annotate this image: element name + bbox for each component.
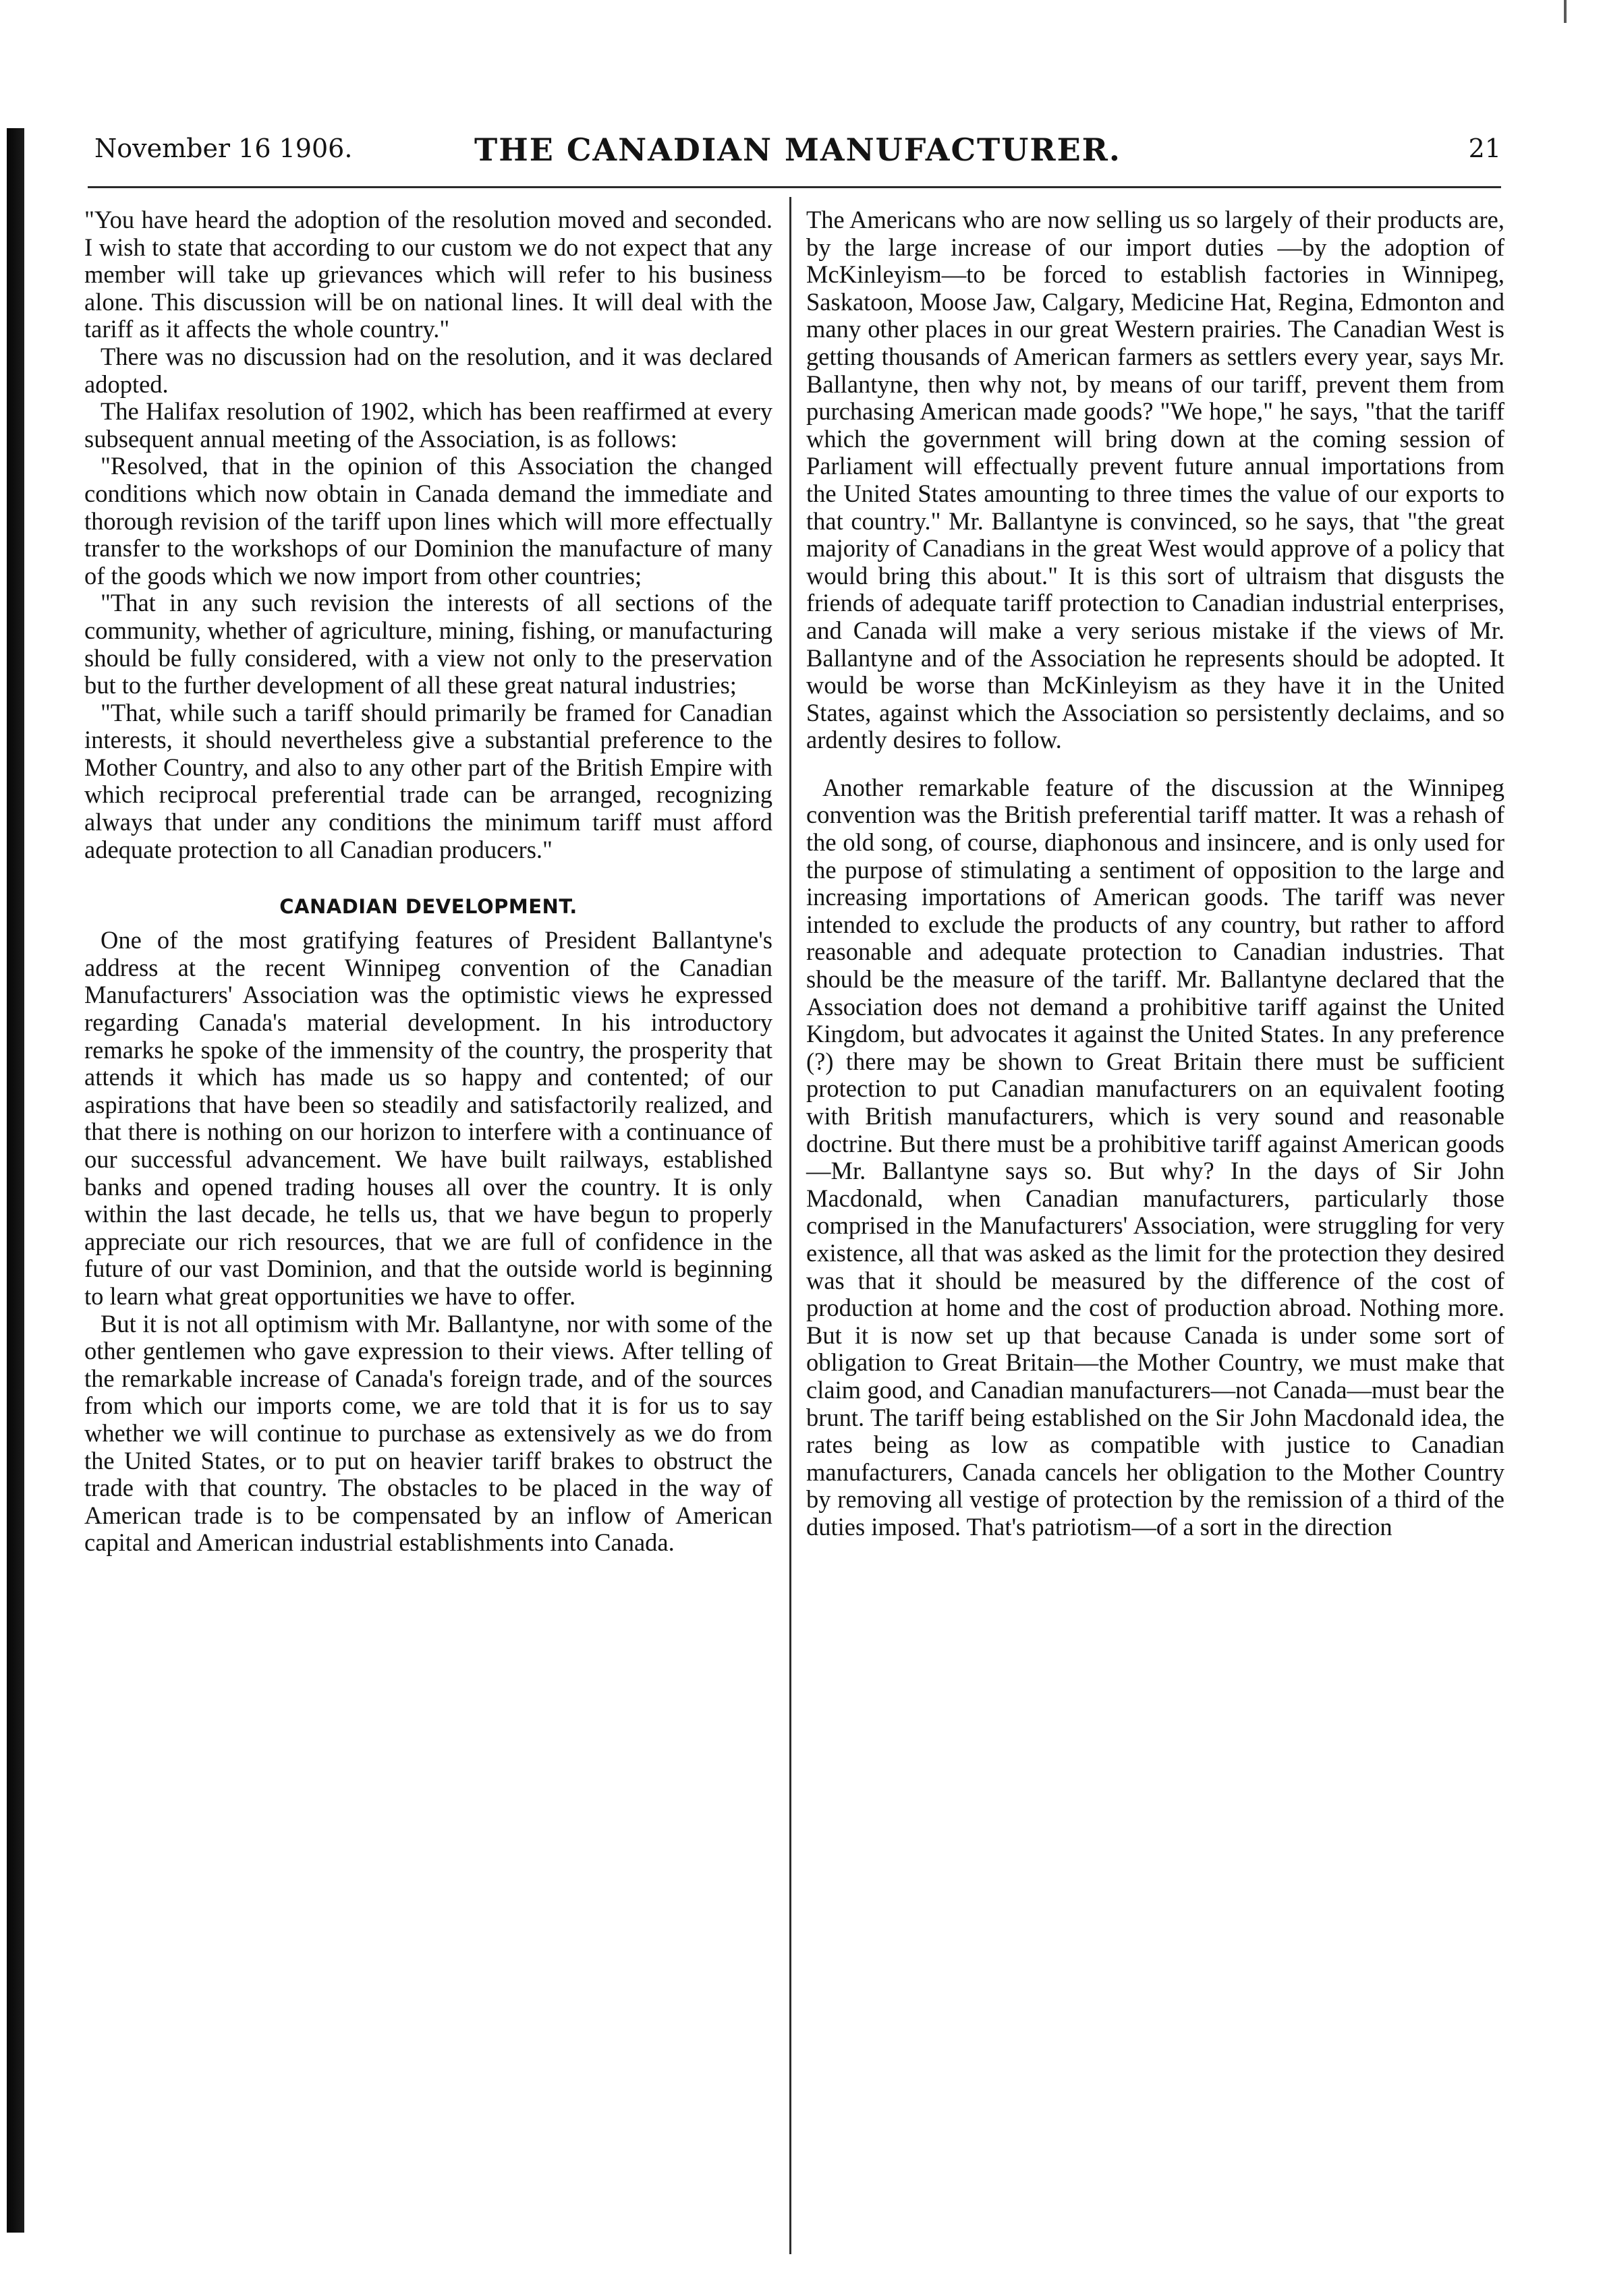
paragraph: The Halifax resolution of 1902, which has been reaffirmed at every subsequent annual meeting of the Association, is as follows: [84,397,772,453]
scan-edge-bar [7,128,24,2233]
paragraph: One of the most gratifying features of President Ballantyne's address at the recent Winnipeg convention of the Canadian Manufacturers' Association was the optimistic views he expressed regarding Canada's material development. In his introductory remarks he spoke of the immensity of the country, the prosperity that attends it which has made us so happy and contented; of our aspirations that have been so steadily and satisfactorily realized, and that there is nothing on our horizon to interfere with a continuance of our successful advancement. We have built railways, established banks and opened trading houses all over the country. It is only within the last decade, he tells us, that we have begun to properly appreciate our rich resources, that we are full of confidence in the future of our vast Dominion, and that the outside world is beginning to learn what great opportunities we have to offer. [84,926,772,1310]
paragraph: There was no discussion had on the resolution, and it was declared adopted. [84,342,772,398]
header-rule [88,186,1501,188]
scan-corner-mark [1564,0,1567,23]
publication-title: THE CANADIAN MANUFACTURER. [474,132,1121,168]
paragraph: Another remarkable feature of the discussion at the Winnipeg convention was the British preferential tariff matter. It was a rehash of the old song, of course, diaphonous and insincere, and is only used for the purpose of stimulating a sentiment of opposition to the large and increasing importations of American goods. The tariff was never intended to exclude the products of any country, but rather to afford reasonable and adequate protection to Canadian industries. That should be the measure of the tariff. Mr. Ballantyne declared that the Association does not demand a prohibitive tariff against the United Kingdom, but advocates it against the United States. In any preference (?) there may be shown to Great Britain there must be sufficient protection to put Canadian manufacturers on an equivalent footing with British manufacturers, which is very sound and reasonable doctrine. But there must be a prohibitive tariff against American goods—Mr. Ballantyne says so. But why? In the days of Sir John Macdonald, when Canadian manufacturers, particularly those comprised in the Manufacturers' Association, were struggling for very existence, all that was asked as the limit for the protection they desired was that it should be measured by the difference of the cost of production at home and the cost of production abroad. Nothing more. But it is now set up that because Canada is under some sort of obligation to Great Britain—the Mother Country, we must make that claim good, and Canadian manufacturers—not Canada—must bear the brunt. The tariff being established on the Sir John Macdonald idea, the rates being as low as compatible with justice to Canadian manufacturers, Canada cancels her obligation to the Mother Country by removing all vestige of protection by the remission of a third of the duties imposed. That's patriotism—of a sort in the direction [806,773,1504,1541]
page-number: 21 [1468,134,1501,163]
paragraph: "That in any such revision the interests of all sections of the community, whether of agriculture, mining, fishing, or manufacturing should be fully considered, with a view not only to the preservation but to the further development of all these great natural industries; [84,589,772,699]
paragraph: "Resolved, that in the opinion of this Association the changed conditions which now obtain in Canada demand the immediate and thorough revision of the tariff upon lines which will more effectually transfer to the workshops of our Dominion the manufacture of many of the goods which we now import from other countries; [84,452,772,590]
paragraph: "You have heard the adoption of the resolution moved and seconded. I wish to state that according to our custom we do not expect that any member will take up grievances which will refer to his business alone. This discussion will be on national lines. It will deal with the tariff as it affects the whole country." [84,206,772,343]
right-column [806,206,1504,1541]
paragraph: "That, while such a tariff should primarily be framed for Canadian interests, it should nevertheless give a substantial preference to the Mother Country, and also to any other part of the British Empire with which reciprocal preferential trade can be arranged, recognizing always that under any conditions the minimum tariff must afford adequate protection to all Canadian producers." [84,698,772,863]
paragraph: But it is not all optimism with Mr. Ballantyne, nor with some of the other gentlemen who gave expression to their views. After telling of the remarkable increase of Canada's foreign trade, and of the sources from which our imports come, we are told that it is for us to say whether we will continue to purchase as extensively as we do from the United States, or to put on heavier tariff brakes to obstruct the trade with that country. The obstacles to be placed in the way of American trade is to be compensated by an inflow of American capital and American industrial establishments into Canada. [84,1309,772,1557]
column-divider [789,197,791,2254]
issue-date: November 16 1906. [94,134,353,163]
paragraph: The Americans who are now selling us so largely of their products are, by the large increase of our import duties —by the adoption of McKinleyism—to be forced to establish factories in Winnipeg, Saskatoon, Moose Jaw, Calgary, Medicine Hat, Regina, Edmonton and many other places in our great Western prairies. The Canadian West is getting thousands of American farmers as settlers every year, says Mr. Ballantyne, then why not, by means of our tariff, prevent them from purchasing American made goods? "We hope," he says, "that the tariff which the government will bring down at the coming session of Parliament will effectually prevent future annual importations from the United States amounting to three times the value of our exports to that country." Mr. Ballantyne is convinced, so he says, that "the great majority of Canadians in the great West would approve of a policy that would bring this about." It is this sort of ultraism that disgusts the friends of adequate tariff protection to Canadian industrial enterprises, and Canada will make a very serious mistake if the views of Mr. Ballantyne and of the Association he represents should be adopted. It would be worse than McKinleyism as they have it in the United States, against which the Association so persistently declaims, and so ardently desires to follow. [806,206,1504,754]
section-heading: CANADIAN DEVELOPMENT. [279,895,578,919]
left-column [84,206,772,1557]
page-header [94,134,1501,174]
